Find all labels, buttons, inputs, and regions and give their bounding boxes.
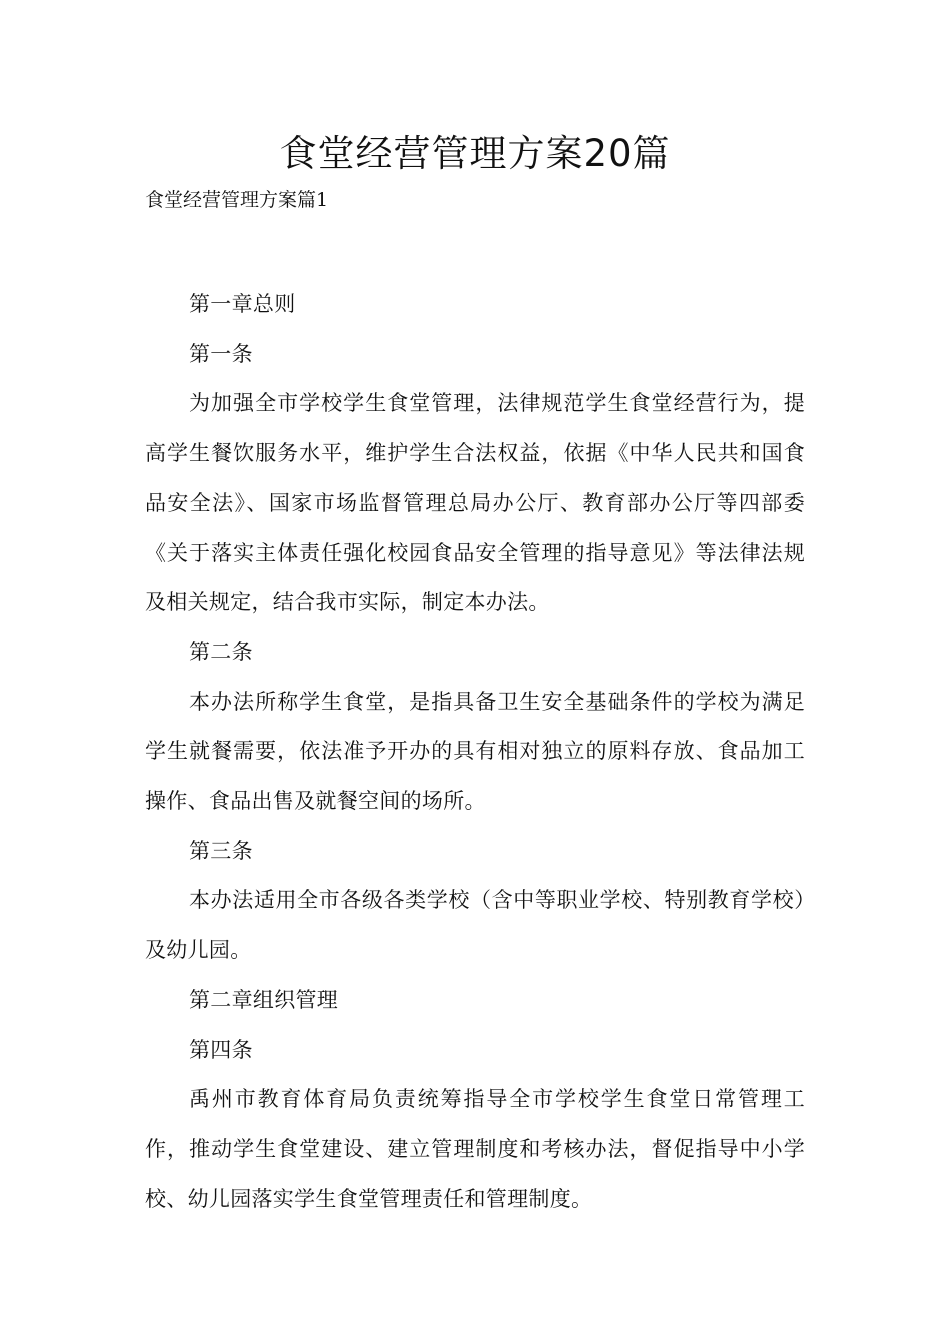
paragraph: 本办法适用全市各级各类学校（含中等职业学校、特别教育学校）及幼儿园。 — [145, 888, 805, 963]
article-heading: 第一条 — [189, 341, 253, 366]
chapter-heading: 第二章组织管理 — [189, 987, 339, 1012]
article-heading: 第二条 — [189, 639, 253, 664]
article-heading: 第四条 — [189, 1037, 253, 1062]
paragraph: 禹州市教育体育局负责统筹指导全市学校学生食堂日常管理工作，推动学生食堂建设、建立管理制度和考核办法，督促指导中小学校、幼儿园落实学生食堂管理责任和管理制度。 — [145, 1087, 805, 1211]
article-heading: 第三条 — [189, 838, 253, 863]
document-body — [145, 280, 805, 1224]
document-title: 食堂经营管理方案20篇 — [279, 132, 671, 175]
chapter-heading: 第一章总则 — [189, 292, 296, 316]
document-subtitle: 食堂经营管理方案篇1 — [145, 189, 329, 211]
paragraph: 为加强全市学校学生食堂管理，法律规范学生食堂经营行为，提高学生餐饮服务水平，维护学生合法权益，依据《中华人民共和国食品安全法》、国家市场监督管理总局办公厅、教育部办公厅等四部委《关于落实主体责任强化校园食品安全管理的指导意见》等法律法规及相关规定，结合我市实际，制定本办法。 — [145, 391, 805, 615]
paragraph: 本办法所称学生食堂，是指具备卫生安全基础条件的学校为满足学生就餐需要，依法准予开办的具有相对独立的原料存放、食品加工操作、食品出售及就餐空间的场所。 — [145, 689, 805, 814]
